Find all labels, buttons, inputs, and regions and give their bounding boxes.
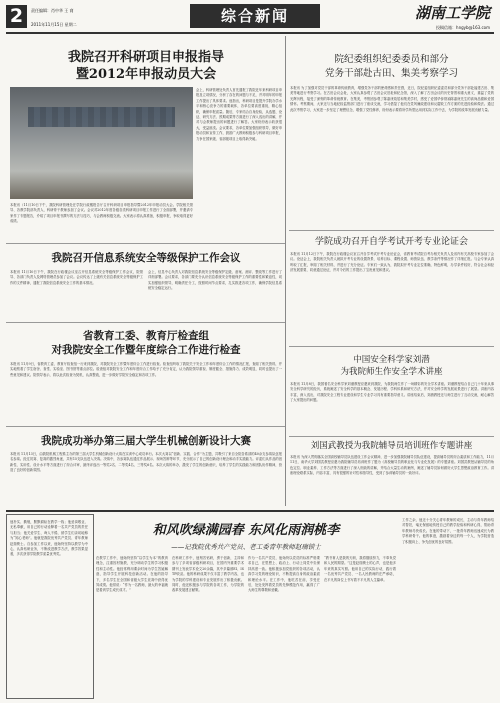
rule-a8: [6, 426, 285, 427]
article-8-headline: 我院成功举办第三届大学生机械创新设计大赛: [41, 435, 251, 447]
article-9-headline: 和风吹绿满园春 东风化雨润桃李: [152, 523, 340, 538]
feature-col-5: “教书育人是我的天职，我将继续努力，不辜负党和人民的期望。”这是赵瑞锁士的心声，也是他多年来的真实写照。他用自己的实际行动，践行着一名优秀共产党员、一名人民教师的庄严承诺，在平凡的岗位上书写着不平凡的人生篇章。: [324, 556, 396, 582]
article-4-headline-2: 为我院师生作安全学术讲座: [340, 367, 443, 377]
feature-col-3: 在科研工作中，他刻苦钻研，勇于创新，主持和参与了多项省部级科研项目，在国内外重要学术期刊上发表学术论文20余篇，其中多篇被EI、ISTP收录。他的科研成果不仅丰富了教学内容，也为学院的学科建设和专业发展作出了积极贡献。同时，他还积极参与学院的各项工作，为学院的改革发展建言献策。: [172, 556, 244, 593]
rule-a2: [289, 230, 494, 231]
editor-line: 责任编辑：肖中华 王 商: [31, 8, 74, 13]
article-2-headline-1: 院纪委组织纪委委员和部分: [334, 54, 449, 65]
article-7-headline-2: 对我院安全工作暨年度综合工作进行检查: [51, 344, 241, 356]
column-divider: [285, 36, 286, 506]
feature-col-4: 作为一名共产党员，他始终以党员的标准严格要求自己，在思想上、政治上、行动上同党中央保持高度一致。他积极参加党组织的各项活动，认真学习党的理论知识，不断提高自身的政治素质和理论水平。在工作中，他吃苦在前，享受在后，处处发挥着党员的先锋模范作用，赢得了广大师生的尊敬和爱戴。: [248, 556, 320, 593]
masthead-rule: [6, 32, 494, 34]
article-8-body: 本报讯 11月13日，由我院机械工程系主办的第三届大学生机械创新设计大赛在实训中心成功举行。本次大赛以“创新、实践、合作”为主题，共吸引了来自全院各系部的40余支参赛队伍报名参赛。经过初赛、复赛的激烈角逐，共有15支队伍进入决赛。决赛中，各参赛队伍通过作品展示、现场答辩等环节，充分展示了自己的创新设计理念和动手实践能力。评委们从作品的创新性、实用性、设计水平等方面进行了综合评审，最终评选出一等奖2名、二等奖4名、三等奖6名。本次大赛的举办，激发了学生的创新意识，培养了学生的实践能力和团队协作精神，营造了良好的创新氛围。: [10, 452, 282, 473]
article-5-headline: 刘国武教授为我院辅导员培训班作专题讲座: [310, 441, 473, 451]
article-2-headline-2: 党务干部赴古田、集美考察学习: [324, 68, 458, 79]
article-3-body: 本报讯 11月12日下午，我院在行政楼会议室召开自学考试开考专业论证会，省教育考试院自考办相关负责人及省内有关高校专家参加了会议。论证会上，我院相关负责人就拟开考专业的设置背景、培养目标、课程设置、师资队伍、教学条件等情况作了详细汇报。与会专家认真听取了汇报，审阅了相关材料，并进行了充分论证。专家们一致认为，我院拟开考专业定位准确，特色鲜明，办学条件较好，符合社会和经济发展需要，同意通过论证，并对今后的工作提出了宝贵意见和建议。: [290, 252, 494, 273]
section-title: 综合新闻: [190, 4, 320, 28]
contact-email: 投稿信箱：hngyb@163.com: [436, 25, 490, 30]
article-2-body: 本报讯 为了加强对党员干部的革命传统教育，增强党务干部的使命感和责任感，近日，院纪委组织纪委委员和部分党务干部赴福建古田、集美等地进行考察学习。在古田会议会址，大家认真参观了古田会议旧址和纪念馆，深入了解了古田会议的历史背景和重大意义，重温了党的光辉历程，接受了深刻的革命传统教育。在集美，考察团参观了陈嘉庚故居和集美学村，感受了爱国华侨领袖陈嘉庚先生的高尚品德和爱国情怀。考察期间，大家还与当地纪检监察部门进行了座谈交流，学习借鉴了他们在党风廉政建设和反腐败工作方面的先进经验和做法。通过此次考察学习，大家进一步坚定了理想信念，增强了党性修养，纷纷表示要将所学所思运用到实际工作中去，为学院的改革发展贡献力量。: [290, 86, 494, 112]
article-6-headline: 我院召开信息系统安全等级保护工作会议: [51, 252, 241, 264]
feature-rule: [6, 510, 494, 512]
masthead-meta: [31, 8, 77, 28]
article-9-subtitle: ——记我院优秀共产党员、老工委青年教师赵瑞锁士: [171, 543, 321, 551]
feature-col-2: 在教学工作中，他始终坚持“以学生为本”的教育理念，注重因材施教，充分调动学生的学习积极性和主动性。他经常利用课余时间为学生答疑解惑，指导学生开展科技创新活动。在他的指导下，多名学生在全国和省级大学生竞赛中获得优异成绩。他常说：“作为一名教师，最大的幸福就是看到学生成长成才。”: [96, 556, 168, 593]
article-7-headline-1: 省教育工委、教育厅检查组: [83, 330, 209, 342]
rule-a4: [289, 436, 494, 437]
paper-logo: 湖南工学院: [414, 4, 490, 22]
article-3-headline: 学院成功召开自学考试开考专业论证会: [314, 237, 468, 247]
feature-col-6: 工作之余，他还十分关心青年教师的成长，主动与青年教师结对帮扶，毫无保留地传授自己的教学经验和科研心得，帮助青年教师尽快成长。在他的带动下，一批青年教师迅速成长为教学科研骨干。他的事迹，激励着身边的每一个人，为学院营造了积极向上、争先创优的良好氛围。: [402, 518, 494, 544]
article-6-body-left: 本报讯 11月10日下午，我院在行政楼会议室召开信息系统安全等级保护工作会议，院领导、各部门负责人及网络管理员参加了会议。会议传达了上级有关信息系统安全等级保护工作的文件精神，通报了我院信息系统安全工作的基本情况。: [10, 270, 143, 285]
rule-a3: [289, 346, 494, 347]
article-5-body: 本报讯 为深入贯彻落实全国高校辅导员队伍建设工作会议精神，进一步加强我院辅导员队伍建设，提高辅导员的综合素质和工作能力，11月11日，南华大学刘国武教授应邀为我院辅导员培训班作了题为《高校辅导员的职业化与专业化发展》的专题讲座。刘国武教授从辅导员的角色定位、职业素养、工作方法等方面进行了深入细致的讲解，并结合大量生动的案例，阐述了辅导员如何做好大学生思想政治教育工作。讲座理论联系实际，内容丰富，具有很强的针对性和指导性，受到了参训辅导员的一致好评。: [290, 455, 494, 476]
article-4-headline-1: 中国安全科学家刘潜: [353, 355, 430, 365]
rule-a7: [6, 322, 285, 323]
article-1-headline-1: 我院召开科研项目申报指导: [67, 50, 224, 65]
article-7-body: 本报讯 11月9日，省教育工委、教育厅检查组一行来到我院，对我院安全工作暨年度综合工作进行检查。检查组听取了我院关于安全工作和年度综合工作的情况汇报，查阅了相关资料，并实地察看了学生宿舍、食堂、实验室、图书馆等重点部位。检查组对我院安全工作和年度综合工作给予了充分肯定，认为我院领导重视、制度健全、措施得力、成效明显，同时也提出了一些意见和建议。院领导表示，将以此次检查为契机，认真整改，进一步做好学院安全稳定和各项工作。: [10, 362, 282, 377]
meeting-photo: [10, 87, 193, 199]
feature-col-1: 他朴实、勤勉，默默耕耘在教学一线；他爱岗敬业、无私奉献，用自己的行动诠释着一名共产党员的责任与担当；他关爱学生、诲人不倦，被学生们亲切地称为“知心老师”。他就是我院优秀共产党员、青年教师赵瑞锁士。自参加工作以来，他始终坚持以教学为中心，认真钻研业务，不断改进教学方法，教学效果显著，多次获得学院教学质量优秀奖。: [10, 520, 88, 557]
article-1-body-left: 本报讯（11月10日下午，我院科研管理处在学院行政楼报告厅召开科研项目申报指导暨2012年申报动员大会。学院相关领导、各教学院部负责人、科研骨干教师参加了会议。会议对2012年度各级各类科研项目申报工作进行了全面部署，并邀请专家作了专题报告，介绍了项目申报书撰写的方法与技巧，与会教师积极交流。大家表示将认真准备，积极申报，争取取得更好成绩。: [10, 203, 193, 224]
article-4-body: 本报讯 11月8日，我国著名安全科学家刘潜教授应邀来到我院，为我院师生作了一场精彩的安全学术讲座。刘潜教授结合自己几十年来从事安全科学研究的经历，系统阐述了安全科学的基本概念、发展历程、学科体系和研究方法，并对安全科学的发展前景进行了展望。讲座内容丰富，深入浅出，对我院安全工程专业建设和学生专业学习具有重要指导意义。讲座结束后，刘潜教授还与师生进行了互动交流，耐心解答了大家提出的问题。: [290, 382, 494, 403]
page-number: 2: [6, 5, 27, 28]
date-line: 2011年11月15日 星期二: [31, 22, 77, 27]
article-1-body-right: 会上，科研管理处负责人首先通报了我院近年来科研项目申报及立项情况，分析了存在的问题与不足，并对明年的申报工作提出了具体要求。他指出，科研项目是提升学院办学水平和核心竞争力的重要载体，各单位要高度重视，精心组织，确保申报质量。随后，专家结合自身经验，从选题、论证、研究方法、预期成果等方面进行了深入浅出的讲解，并对与会教师提出的问题进行了解答。大家纷纷表示收获很大，受益匪浅。会议要求，各单位要加强组织领导，做好申报动员和宣传工作，鼓励广大教师积极参与科研项目申报，力争在国家级、省部级项目上取得新突破。: [196, 88, 282, 141]
article-6-body-right: 会上，信息中心负责人对我院信息系统安全等级保护定级、备案、测评、整改等工作进行了详细部署。会议要求，各部门要充分认识信息系统安全等级保护工作的重要性和紧迫性，切实加强组织领导，明确责任分工，按照时间节点要求，扎实推进各项工作，确保学院信息系统安全稳定运行。: [148, 270, 282, 291]
rule-a6: [6, 243, 285, 244]
article-1-headline-2: 暨2012年申报动员大会: [75, 67, 217, 82]
